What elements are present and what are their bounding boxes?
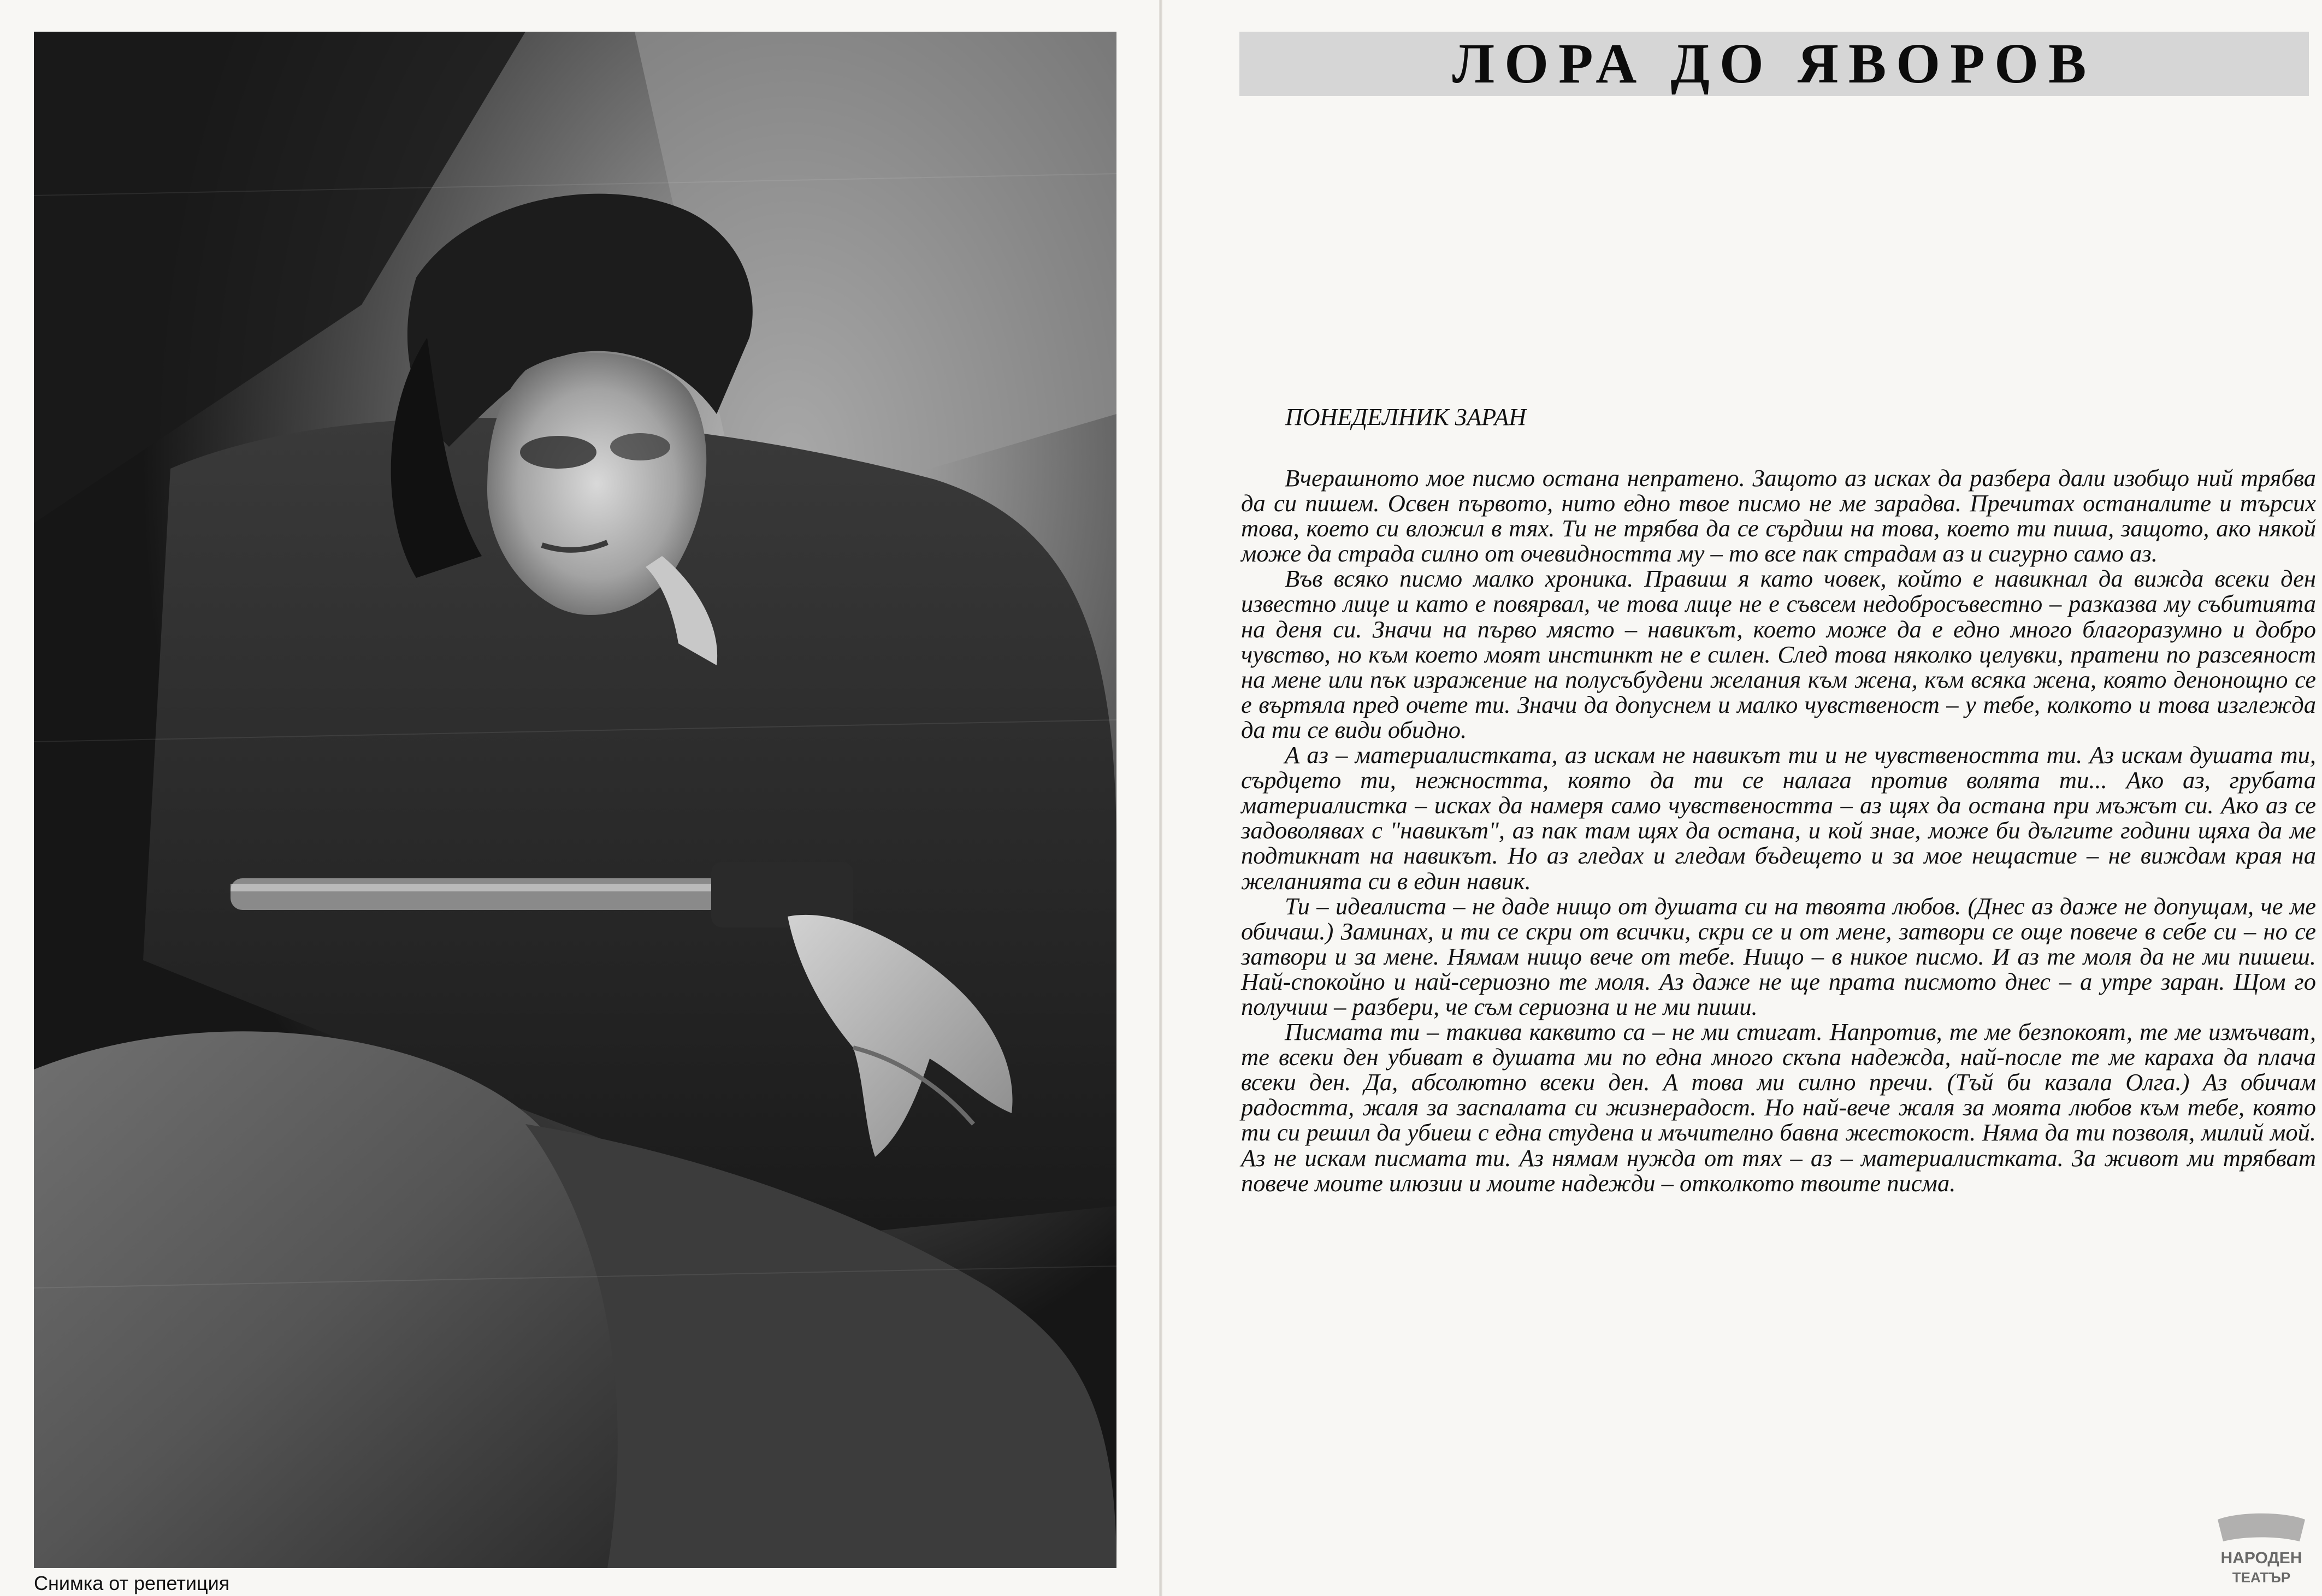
- rehearsal-photo-illustration: [34, 32, 1116, 1568]
- page-title: ЛОРА ДО ЯВОРОВ: [1452, 32, 2096, 95]
- theatre-logo-icon: [2207, 1509, 2316, 1591]
- theatre-logo-stamp: [2207, 1509, 2316, 1591]
- letter-paragraph: Писмата ти – такива каквито са – не ми стигат. Напротив, те ме безпокоят, те ме измъчват, те всеки ден убиват в душата ми по една много скъпа надежда, най-после те ме караха да плача всеки ден. Да, абсолютно всеки ден. А това ми силно пречи. (Тъй би казала Олга.) Аз обичам радостта, жаля за заспалата си жизнерадост. Но най-вече жаля за моята любов към тебе, която ти си решил да убиеш с една студена и мъчително бавна жестокост. Няма да ти позволя, милий мой. Аз не искам писмата ти. Аз нямам нужда от тях – аз – материалистката. За живот ми трябват повече моите илюзии и моите надежди – отколкото твоите писма.: [1241, 1018, 2316, 1197]
- spread-fold: [1159, 0, 1162, 1596]
- photo-caption: Снимка от репетиция: [34, 1572, 230, 1594]
- logo-line-1: НАРОДЕН: [2220, 1549, 2302, 1567]
- letter-paragraph: Във всяко писмо малко хроника. Правиш я като човек, който е навикнал да вижда всеки ден известно лице и като е повярвал, че това лице не е съвсем недобросъвестно – разказва му събитията на деня си. Значи на първо място – навикът, което може да е едно много благоразумно и добро чувство, но към което моят инстинкт не е силен. След това няколко целувки, пратени по разсеяност на мене или пък изражение на полусъбудени желания към жена, към всяка жена, която денонощно се е въртяла пред очете ти. Значи да допуснем и малко чувственост – у тебе, колкото и това изглежда да ти се види обидно.: [1241, 565, 2316, 743]
- letter-paragraph: Вчерашното мое писмо остана непратено. Защото аз исках да разбера дали изобщо ний трябва да си пишем. Освен първото, нито едно твое писмо не ме зарадва. Пречитах останалите и търсих това, което си вложил в тях. Ти не трябва да се сърдиш на това, което ти пиша, защото, ако някой може да страда силно от очевидността му – то все пак страдам аз и сигурно само аз.: [1241, 464, 2316, 568]
- letter-heading: ПОНЕДЕЛНИК ЗАРАН: [1285, 404, 1526, 430]
- letter-body: [1241, 465, 2316, 1196]
- letter-paragraph: Ти – идеалиста – не даде нищо от душата си на твоята любов. (Днес аз даже не допущам, че ме обичаш.) Заминах, и ти се скри от всички, скри се и от мене, затвори се още повече в себе си – но се затвори и за мене. Нямам нищо вече от тебе. Нищо – в никое писмо. И аз те моля да не ми пишеш. Най-спокойно и най-сериозно те моля. Аз даже не ще прата писмото днес – а утре заран. Щом го получиш – разбери, че съм сериозна и не ми пиши.: [1241, 892, 2316, 1020]
- logo-line-2: ТЕАТЪР: [2232, 1569, 2291, 1586]
- rehearsal-photo: [34, 32, 1116, 1568]
- title-band: [1239, 32, 2309, 96]
- letter-paragraph: А аз – материалистката, аз искам не навикът ти и не чувствеността ти. Аз искам душата ти, сърдцето ти, нежността, която да ти се налага против волята ти... Ако аз, грубата материалистка – исках да намеря само чувствеността – аз щях да остана при мъжът си. Ако аз се задоволявах с "навикът", аз пак там щях да остана, и кой знае, може би дългите години щяха да ме подтикнат на навикът. Но аз гледах и гледам бъдещето и за мое нещастие – не виждам края на желанията си в един навик.: [1241, 741, 2316, 895]
